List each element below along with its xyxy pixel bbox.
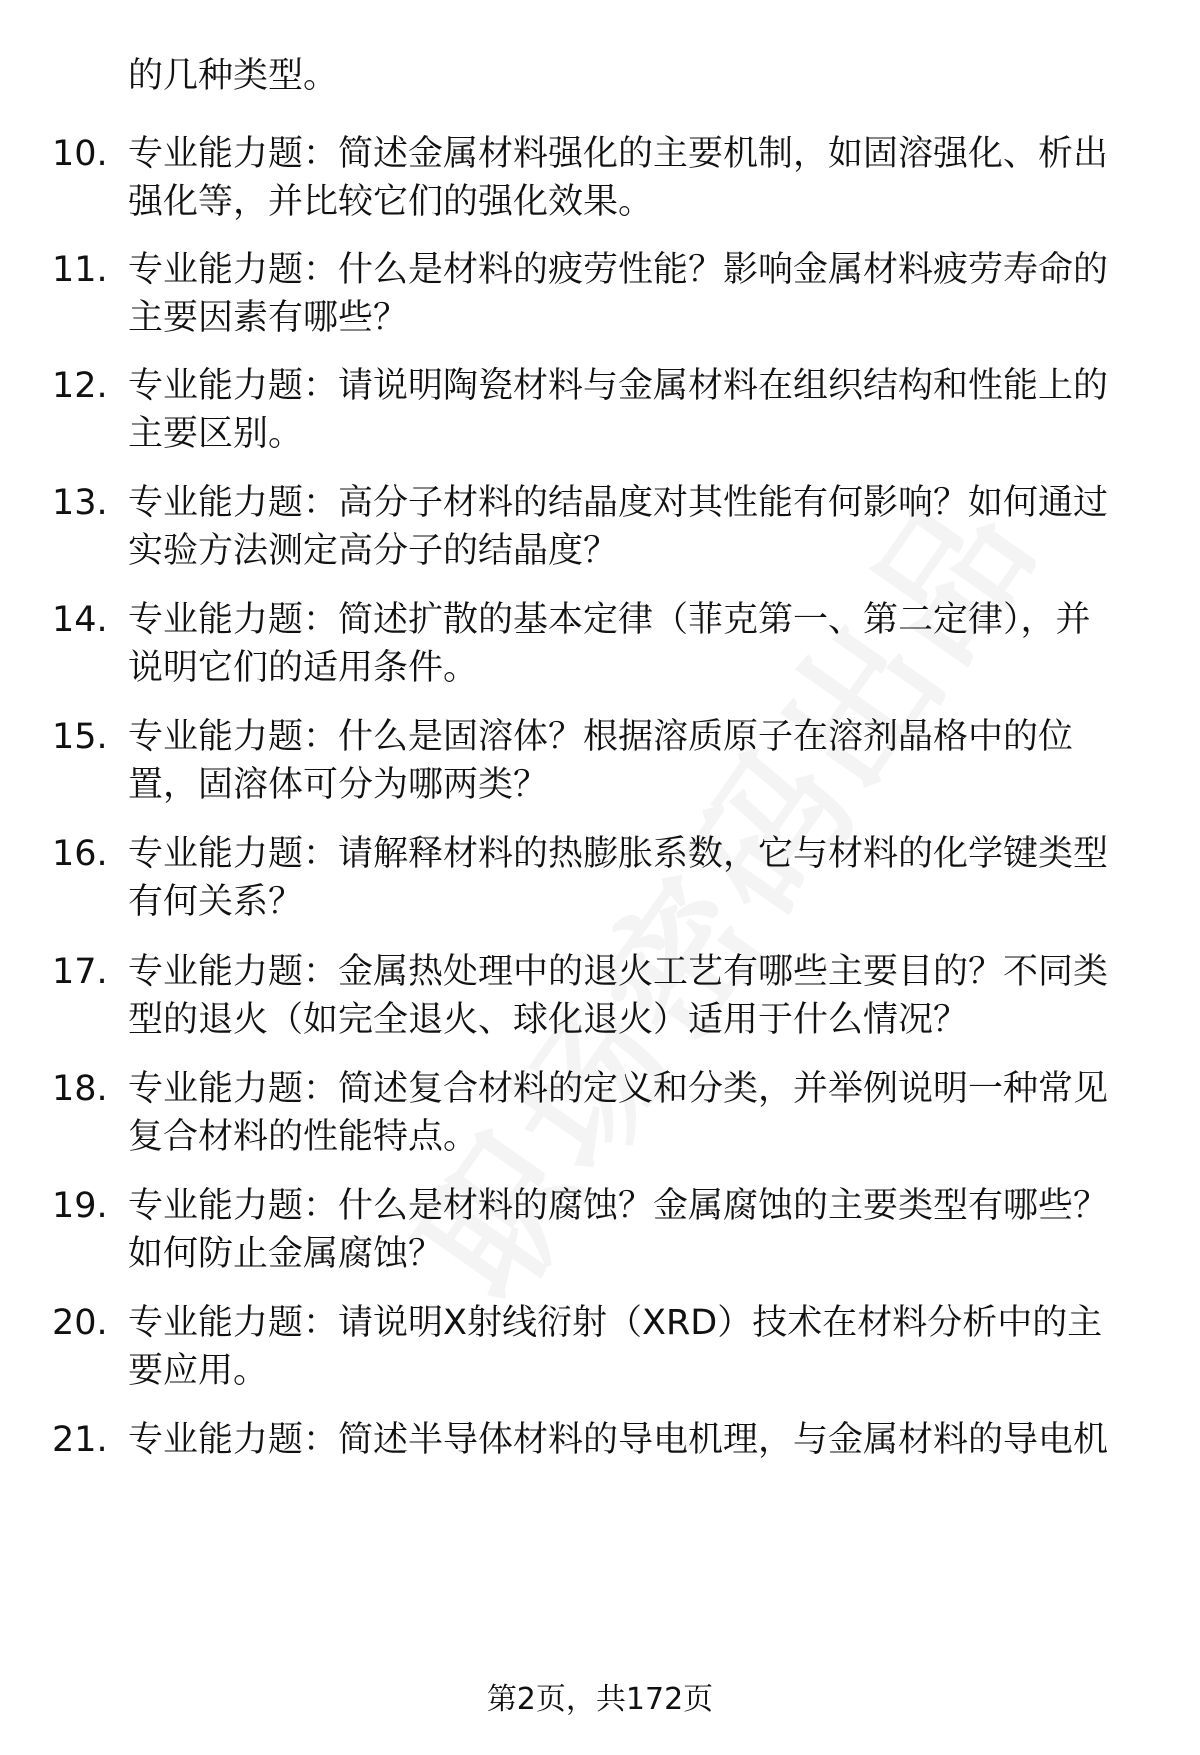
question-line: 如何防止金属腐蚀？ <box>128 1234 444 1274</box>
question-number: 14. <box>52 600 108 640</box>
question-line: 专业能力题：金属热处理中的退火工艺有哪些主要目的？不同类 <box>128 952 1109 992</box>
question-line: 有何关系？ <box>128 882 304 922</box>
question-line: 复合材料的性能特点。 <box>128 1117 479 1157</box>
question-line: 专业能力题：高分子材料的结晶度对其性能有何影响？如何通过 <box>128 483 1109 523</box>
question-number: 21. <box>52 1420 108 1460</box>
question-line: 专业能力题：简述复合材料的定义和分类，并举例说明一种常见 <box>128 1069 1109 1109</box>
question-line: 置，固溶体可分为哪两类？ <box>128 765 549 805</box>
page-footer: 第2页，共172页 <box>486 1682 714 1717</box>
question-line: 专业能力题：请解释材料的热膨胀系数，它与材料的化学键类型 <box>128 834 1109 874</box>
question-number: 20. <box>52 1303 108 1343</box>
question-number: 16. <box>52 834 108 874</box>
question-line: 主要区别。 <box>128 414 304 454</box>
intro-line: 的几种类型。 <box>128 56 339 96</box>
question-line: 专业能力题：简述扩散的基本定律（菲克第一、第二定律），并 <box>128 600 1091 640</box>
question-number: 12. <box>52 366 108 406</box>
question-line: 型的退火（如完全退火、球化退火）适用于什么情况？ <box>128 1000 969 1040</box>
question-line: 专业能力题：简述半导体材料的导电机理，与金属材料的导电机 <box>128 1420 1109 1460</box>
question-line: 专业能力题：什么是材料的腐蚀？金属腐蚀的主要类型有哪些？ <box>128 1186 1109 1226</box>
question-number: 17. <box>52 952 108 992</box>
question-line: 说明它们的适用条件。 <box>128 648 479 688</box>
question-line: 实验方法测定高分子的结晶度？ <box>128 531 619 571</box>
question-line: 专业能力题：请说明X射线衍射（XRD）技术在材料分析中的主 <box>128 1303 1103 1343</box>
question-line: 强化等，并比较它们的强化效果。 <box>128 182 654 222</box>
question-line: 要应用。 <box>128 1351 269 1391</box>
question-number: 13. <box>52 483 108 523</box>
question-line: 专业能力题：请说明陶瓷材料与金属材料在组织结构和性能上的 <box>128 366 1109 406</box>
question-line: 专业能力题：什么是固溶体？根据溶质原子在溶剂晶格中的位 <box>128 717 1074 757</box>
question-line: 主要因素有哪些？ <box>128 298 409 338</box>
question-number: 10. <box>52 134 108 174</box>
question-line: 专业能力题：什么是材料的疲劳性能？影响金属材料疲劳寿命的 <box>128 250 1109 290</box>
question-number: 19. <box>52 1186 108 1226</box>
question-line: 专业能力题：简述金属材料强化的主要机制，如固溶强化、析出 <box>128 134 1109 174</box>
question-number: 15. <box>52 717 108 757</box>
question-number: 11. <box>52 250 108 290</box>
question-number: 18. <box>52 1069 108 1109</box>
